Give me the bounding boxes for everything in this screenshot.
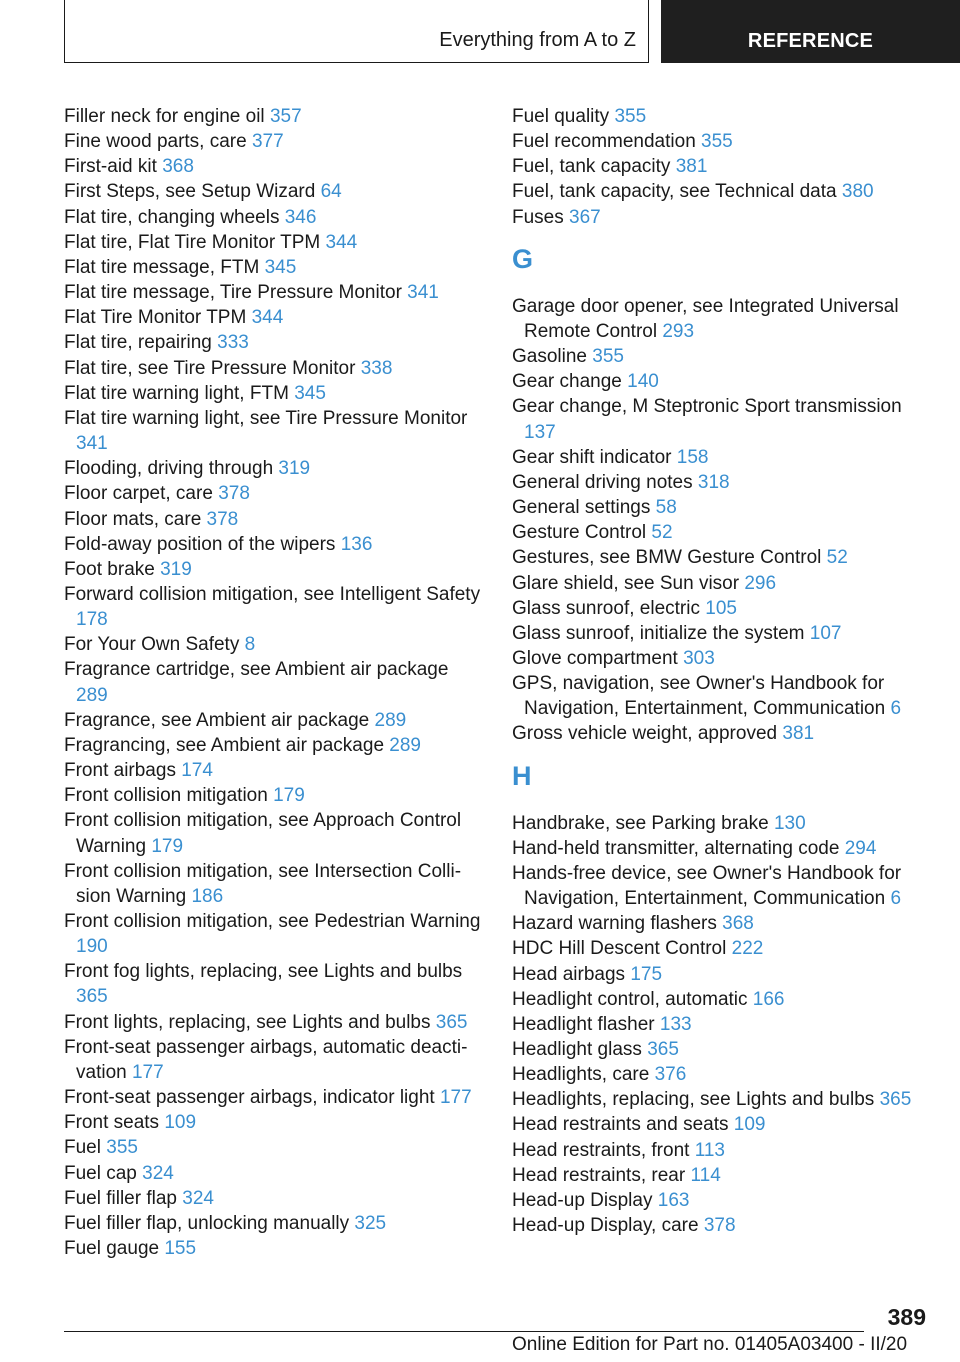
- index-entry: [512, 1012, 932, 1037]
- index-entry-term: Fuel cap: [64, 1162, 137, 1184]
- index-entry-term: Floor carpet, care: [64, 483, 213, 505]
- index-entry-term: Gear shift indicator: [512, 446, 672, 468]
- index-entry: [512, 495, 932, 520]
- index-entry-page-link[interactable]: 113: [694, 1139, 725, 1161]
- index-entry-page-link[interactable]: 355: [614, 106, 647, 127]
- index-entry: [512, 205, 932, 230]
- index-entry-term: Glass sunroof, initialize the system: [512, 622, 805, 644]
- index-entry-page-link[interactable]: 344: [251, 307, 284, 329]
- index-entry-page-link[interactable]: 107: [809, 622, 842, 644]
- index-entry: [64, 1236, 484, 1261]
- index-entry-page-link[interactable]: 289: [76, 684, 108, 706]
- index-entry-page-link[interactable]: 365: [76, 986, 108, 1008]
- index-entry: [512, 1138, 932, 1163]
- index-entry-page-link[interactable]: 136: [340, 533, 373, 555]
- index-entry: [512, 344, 932, 369]
- index-entry-term: Fragrancing, see Ambient air package: [64, 734, 385, 756]
- header-reference-tab: [661, 0, 960, 63]
- index-entry-term: GPS, navigation, see Owner's Handbook for Navigation, Entertainment, Communication: [512, 673, 886, 720]
- footer-divider: [64, 1331, 864, 1332]
- index-entry-term: Fuel quality: [512, 106, 610, 127]
- index-entry-page-link[interactable]: 365: [435, 1011, 468, 1033]
- index-entry-term: Fuses: [512, 206, 564, 228]
- index-entry: [64, 305, 484, 330]
- index-entry-page-link[interactable]: 166: [752, 988, 785, 1010]
- index-entry: [64, 733, 484, 758]
- index-group-f-continued: [512, 104, 932, 230]
- index-entry-term: Fragrance, see Ambient air package: [64, 709, 370, 731]
- index-entry: [64, 1211, 484, 1236]
- index-entry-page-link[interactable]: 378: [703, 1215, 736, 1237]
- index-entry-page-link[interactable]: 324: [182, 1187, 214, 1209]
- index-entry-term: Headlight flasher: [512, 1013, 655, 1035]
- index-entry: [512, 1188, 932, 1213]
- index-entry-page-link[interactable]: 177: [131, 1061, 164, 1083]
- index-entry: [512, 179, 932, 204]
- index-entry-page-link[interactable]: 109: [733, 1114, 766, 1136]
- index-entry: [512, 104, 932, 129]
- index-entry-page-link[interactable]: 296: [744, 572, 777, 594]
- index-entry-term: Garage door opener, see Integrated Universal Remote Control: [512, 295, 899, 342]
- index-entry-term: Head restraints, front: [512, 1139, 690, 1161]
- index-entry-page-link[interactable]: 158: [676, 446, 709, 468]
- index-entry-term: Fold-away position of the wipers: [64, 533, 336, 555]
- index-entry: [512, 1087, 932, 1112]
- index-entry-term: Forward collision mitigation, see Intelligent Safety: [64, 583, 481, 605]
- index-entry: [512, 394, 932, 444]
- index-entry-term: Front collision mitigation, see Pedestrian Warning: [64, 911, 481, 932]
- index-entry-term: Front-seat passenger airbags, indicator light: [64, 1087, 435, 1109]
- index-entry-term: Fragrance cartridge, see Ambient air package: [64, 659, 449, 681]
- index-group-h: [512, 811, 932, 1239]
- index-entry: [64, 632, 484, 657]
- index-entry-term: Glare shield, see Sun visor: [512, 572, 740, 594]
- index-entry-term: Gear change: [512, 371, 622, 393]
- index-entry-term: Fine wood parts, care: [64, 131, 247, 153]
- index-entry: [64, 959, 484, 1009]
- index-entry-term: General driving notes: [512, 471, 693, 493]
- index-entry-page-link[interactable]: 186: [191, 885, 224, 907]
- index-entry-page-link[interactable]: 355: [106, 1137, 138, 1159]
- index-entry: [64, 1135, 484, 1160]
- index-entry-page-link[interactable]: 365: [647, 1039, 679, 1060]
- index-entry-page-link[interactable]: 222: [731, 938, 764, 960]
- index-entry: [512, 1037, 932, 1062]
- index-entry-term: Hands-free device, see Owner's Handbook for Navigation, Entertainment, Communication: [512, 862, 902, 910]
- index-column-right: [512, 104, 932, 1238]
- footer-edition-text: Online Edition for Part no. 01405A03400 - II/20: [512, 1334, 908, 1355]
- index-entry: [512, 936, 932, 961]
- index-entry: [64, 104, 484, 129]
- index-entry-term: Hazard warning flashers: [512, 913, 717, 935]
- index-entry: [512, 962, 932, 987]
- index-entry-page-link[interactable]: 58: [655, 497, 677, 519]
- index-entry: [512, 811, 932, 836]
- index-entry: [512, 470, 932, 495]
- index-entry-term: Head airbags: [512, 963, 626, 985]
- index-entry: [64, 481, 484, 506]
- header-tab-label: REFERENCE: [747, 30, 874, 52]
- index-entry-page-link[interactable]: 6: [890, 888, 902, 910]
- index-entry: [64, 1085, 484, 1110]
- index-entry: [64, 507, 484, 532]
- index-entry-page-link[interactable]: 324: [142, 1162, 174, 1184]
- index-entry-term: Foot brake: [64, 558, 155, 580]
- index-entry-page-link[interactable]: 367: [569, 206, 601, 228]
- index-entry: [64, 758, 484, 783]
- index-entry: [64, 381, 484, 406]
- index-entry-page-link[interactable]: 155: [164, 1238, 197, 1260]
- index-entry-page-link[interactable]: 376: [654, 1064, 687, 1086]
- index-entry-term: Gasoline: [512, 346, 587, 368]
- index-entry-term: Flat Tire Monitor TPM: [64, 307, 247, 329]
- index-entry: [64, 808, 484, 858]
- index-entry: [64, 1161, 484, 1186]
- index-entry: [512, 596, 932, 621]
- index-entry-term: Head-up Display: [512, 1189, 653, 1211]
- index-entry-term: For Your Own Safety: [64, 634, 240, 656]
- index-entry-page-link[interactable]: 365: [879, 1089, 912, 1111]
- index-entry-page-link[interactable]: 163: [657, 1189, 690, 1211]
- index-entry-term: Handbrake, see Parking brake: [512, 812, 769, 834]
- index-entry: [512, 294, 932, 344]
- index-entry-page-link[interactable]: 378: [206, 508, 239, 530]
- index-entry: [64, 582, 484, 632]
- index-entry: [512, 861, 932, 911]
- index-entry-page-link[interactable]: 368: [722, 913, 754, 935]
- index-entry-term: Headlight control, automatic: [512, 988, 748, 1010]
- index-entry-term: Head restraints, rear: [512, 1164, 686, 1186]
- section-letter-h: H: [512, 760, 532, 791]
- index-entry: [64, 205, 484, 230]
- index-entry-term: Flat tire message, Tire Pressure Monitor: [64, 282, 402, 304]
- index-entry: [512, 520, 932, 545]
- index-entry-page-link[interactable]: 345: [264, 256, 297, 278]
- index-entry-term: Front-seat passenger airbags, automatic deactivation: [64, 1036, 468, 1083]
- index-entry-term: Flat tire warning light, FTM: [64, 382, 289, 404]
- index-entry: [64, 557, 484, 582]
- index-entry-page-link[interactable]: 355: [701, 131, 733, 153]
- index-entry: [512, 369, 932, 394]
- index-entry: [64, 1010, 484, 1035]
- index-entry-term: Glass sunroof, electric: [512, 597, 700, 619]
- index-entry-page-link[interactable]: 289: [389, 734, 421, 756]
- index-entry: [64, 456, 484, 481]
- index-entry-page-link[interactable]: 140: [627, 371, 659, 393]
- index-entry-term: Fuel filler flap, unlocking manually: [64, 1212, 350, 1234]
- index-entry-term: Fuel, tank capacity: [512, 156, 671, 178]
- index-entry-page-link[interactable]: 178: [76, 609, 108, 631]
- index-entry-term: Glove compartment: [512, 647, 678, 669]
- index-entry-page-link[interactable]: 303: [683, 647, 715, 669]
- index-entry-page-link[interactable]: 6: [890, 698, 902, 720]
- index-entry: [64, 129, 484, 154]
- index-entry-term: Gesture Control: [512, 522, 647, 544]
- index-entry-term: General settings: [512, 497, 651, 519]
- index-entry-term: Fuel gauge: [64, 1238, 160, 1260]
- index-entry-page-link[interactable]: 174: [181, 760, 213, 782]
- index-entry: [512, 154, 932, 179]
- index-entry: [512, 721, 932, 746]
- index-entry-term: Front lights, replacing, see Lights and bulbs: [64, 1011, 431, 1033]
- index-entry-page-link[interactable]: 333: [217, 332, 249, 354]
- index-entry-term: Front fog lights, replacing, see Lights and bulbs: [64, 961, 463, 983]
- index-entry-page-link[interactable]: 109: [164, 1112, 197, 1134]
- index-entry: [512, 1163, 932, 1188]
- index-entry-page-link[interactable]: 133: [659, 1013, 692, 1035]
- index-entry-term: Flooding, driving through: [64, 458, 274, 480]
- index-entry-page-link[interactable]: 52: [826, 547, 848, 569]
- index-entry-page-link[interactable]: 368: [162, 156, 194, 178]
- index-entry: [64, 1186, 484, 1211]
- page-number: 389: [887, 1304, 926, 1330]
- index-entry-page-link[interactable]: 378: [218, 483, 250, 505]
- index-entry: [512, 836, 932, 861]
- index-entry-page-link[interactable]: 319: [160, 558, 192, 580]
- index-entry-term: Fuel filler flap: [64, 1187, 177, 1209]
- index-entry-page-link[interactable]: 319: [278, 458, 311, 480]
- index-entry-page-link[interactable]: 114: [690, 1164, 721, 1186]
- index-entry-term: Flat tire, Flat Tire Monitor TPM: [64, 231, 321, 253]
- index-entry: [64, 280, 484, 305]
- index-entry: [64, 859, 484, 909]
- index-entry: [512, 545, 932, 570]
- index-entry-term: Headlights, care: [512, 1064, 650, 1086]
- section-letter-g: G: [512, 243, 534, 274]
- index-entry-term: Front collision mitigation, see Intersection Collision Warning: [64, 860, 462, 907]
- index-entry-page-link[interactable]: 377: [251, 131, 284, 153]
- index-entry-page-link[interactable]: 64: [320, 181, 342, 203]
- index-entry: [512, 671, 932, 721]
- index-entry-term: Gestures, see BMW Gesture Control: [512, 547, 822, 569]
- index-entry: [512, 646, 932, 671]
- index-entry-page-link[interactable]: 355: [592, 346, 624, 368]
- index-entry: [64, 330, 484, 355]
- index-entry-page-link[interactable]: 289: [374, 709, 407, 731]
- index-column-left: [64, 104, 484, 1261]
- index-entry: [64, 1035, 484, 1085]
- index-entry-term: First-aid kit: [64, 156, 157, 178]
- index-entry-page-link[interactable]: 341: [76, 433, 108, 455]
- index-entry-page-link[interactable]: 357: [269, 106, 302, 127]
- index-entry-term: HDC Hill Descent Control: [512, 938, 727, 960]
- index-entry-term: First Steps, see Setup Wizard: [64, 181, 316, 203]
- index-entry-term: Fuel: [64, 1137, 101, 1159]
- header-section-title: Everything from A to Z: [439, 29, 636, 51]
- index-entry-page-link[interactable]: 190: [76, 936, 108, 958]
- index-entry-page-link[interactable]: 52: [651, 522, 673, 544]
- index-entry: [64, 909, 484, 959]
- index-entry-term: Floor mats, care: [64, 508, 202, 530]
- index-entry: [512, 621, 932, 646]
- index-entry-page-link[interactable]: 137: [524, 421, 556, 443]
- index-entry-term: Gear change, M Steptronic Sport transmission: [512, 396, 902, 418]
- index-group-g: [512, 294, 932, 747]
- index-entry: [64, 179, 484, 204]
- index-entry-term: Front seats: [64, 1112, 160, 1134]
- index-entry-page-link[interactable]: 344: [325, 231, 358, 253]
- index-entry-page-link[interactable]: 381: [675, 156, 708, 178]
- index-entry-page-link[interactable]: 175: [630, 963, 663, 985]
- index-entry: [64, 154, 484, 179]
- index-entry-page-link[interactable]: 293: [662, 320, 695, 342]
- index-entry-page-link[interactable]: 130: [773, 812, 806, 834]
- index-entry-page-link[interactable]: 381: [782, 723, 815, 745]
- index-entry: [64, 783, 484, 808]
- index-entry: [512, 1112, 932, 1137]
- index-entry-page-link[interactable]: 345: [294, 382, 326, 404]
- index-entry-term: Head-up Display, care: [512, 1215, 699, 1237]
- index-entry-term: Front airbags: [64, 760, 176, 782]
- index-entry: [512, 1213, 932, 1238]
- index-entry: [512, 445, 932, 470]
- index-entry-term: Head restraints and seats: [512, 1114, 729, 1136]
- index-entry: [512, 129, 932, 154]
- index-entry-term: Filler neck for engine oil: [64, 106, 265, 127]
- index-entry-term: Fuel, tank capacity, see Technical data: [512, 181, 837, 203]
- index-entry-term: Front collision mitigation: [64, 785, 268, 807]
- index-entry: [512, 911, 932, 936]
- index-entry: [64, 356, 484, 381]
- index-entry: [64, 255, 484, 280]
- index-entry-page-link[interactable]: 179: [151, 835, 184, 857]
- index-entry-page-link[interactable]: 177: [439, 1087, 472, 1109]
- index-entry: [64, 406, 484, 456]
- index-entry-page-link[interactable]: 318: [697, 471, 730, 493]
- index-entry-page-link[interactable]: 8: [244, 634, 256, 656]
- index-entry-term: Headlight glass: [512, 1039, 642, 1060]
- index-entry-term: Hand-held transmitter, alternating code: [512, 837, 840, 859]
- index-entry-page-link[interactable]: 346: [284, 206, 317, 228]
- index-entry-term: Fuel recommendation: [512, 131, 696, 153]
- index-entry: [64, 708, 484, 733]
- index-entry-term: Flat tire, changing wheels: [64, 206, 280, 228]
- index-entry-page-link[interactable]: 294: [844, 837, 877, 859]
- index-entry-term: Flat tire, repairing: [64, 332, 212, 354]
- index-entry: [64, 230, 484, 255]
- index-entry-term: Flat tire message, FTM: [64, 256, 260, 278]
- index-entry: [512, 571, 932, 596]
- index-entry-page-link[interactable]: 105: [705, 597, 737, 619]
- index-entry-page-link[interactable]: 179: [273, 785, 305, 807]
- index-entry-term: Front collision mitigation, see Approach Control Warning: [64, 810, 462, 857]
- index-entry-page-link[interactable]: 380: [841, 181, 874, 203]
- index-entry-page-link[interactable]: 341: [407, 282, 439, 304]
- index-entry: [64, 532, 484, 557]
- index-entry: [64, 1110, 484, 1135]
- index-entry-page-link[interactable]: 325: [354, 1212, 387, 1234]
- index-entry: [512, 1062, 932, 1087]
- index-entry-page-link[interactable]: 338: [360, 357, 393, 379]
- index-entry-term: Gross vehicle weight, approved: [512, 723, 778, 745]
- index-entry-term: Headlights, replacing, see Lights and bulbs: [512, 1089, 875, 1111]
- index-entry-term: Flat tire, see Tire Pressure Monitor: [64, 357, 356, 379]
- index-entry: [512, 987, 932, 1012]
- header-section-box: [64, 0, 649, 63]
- index-entry-term: Flat tire warning light, see Tire Pressure Monitor: [64, 407, 468, 429]
- index-entry: [64, 657, 484, 707]
